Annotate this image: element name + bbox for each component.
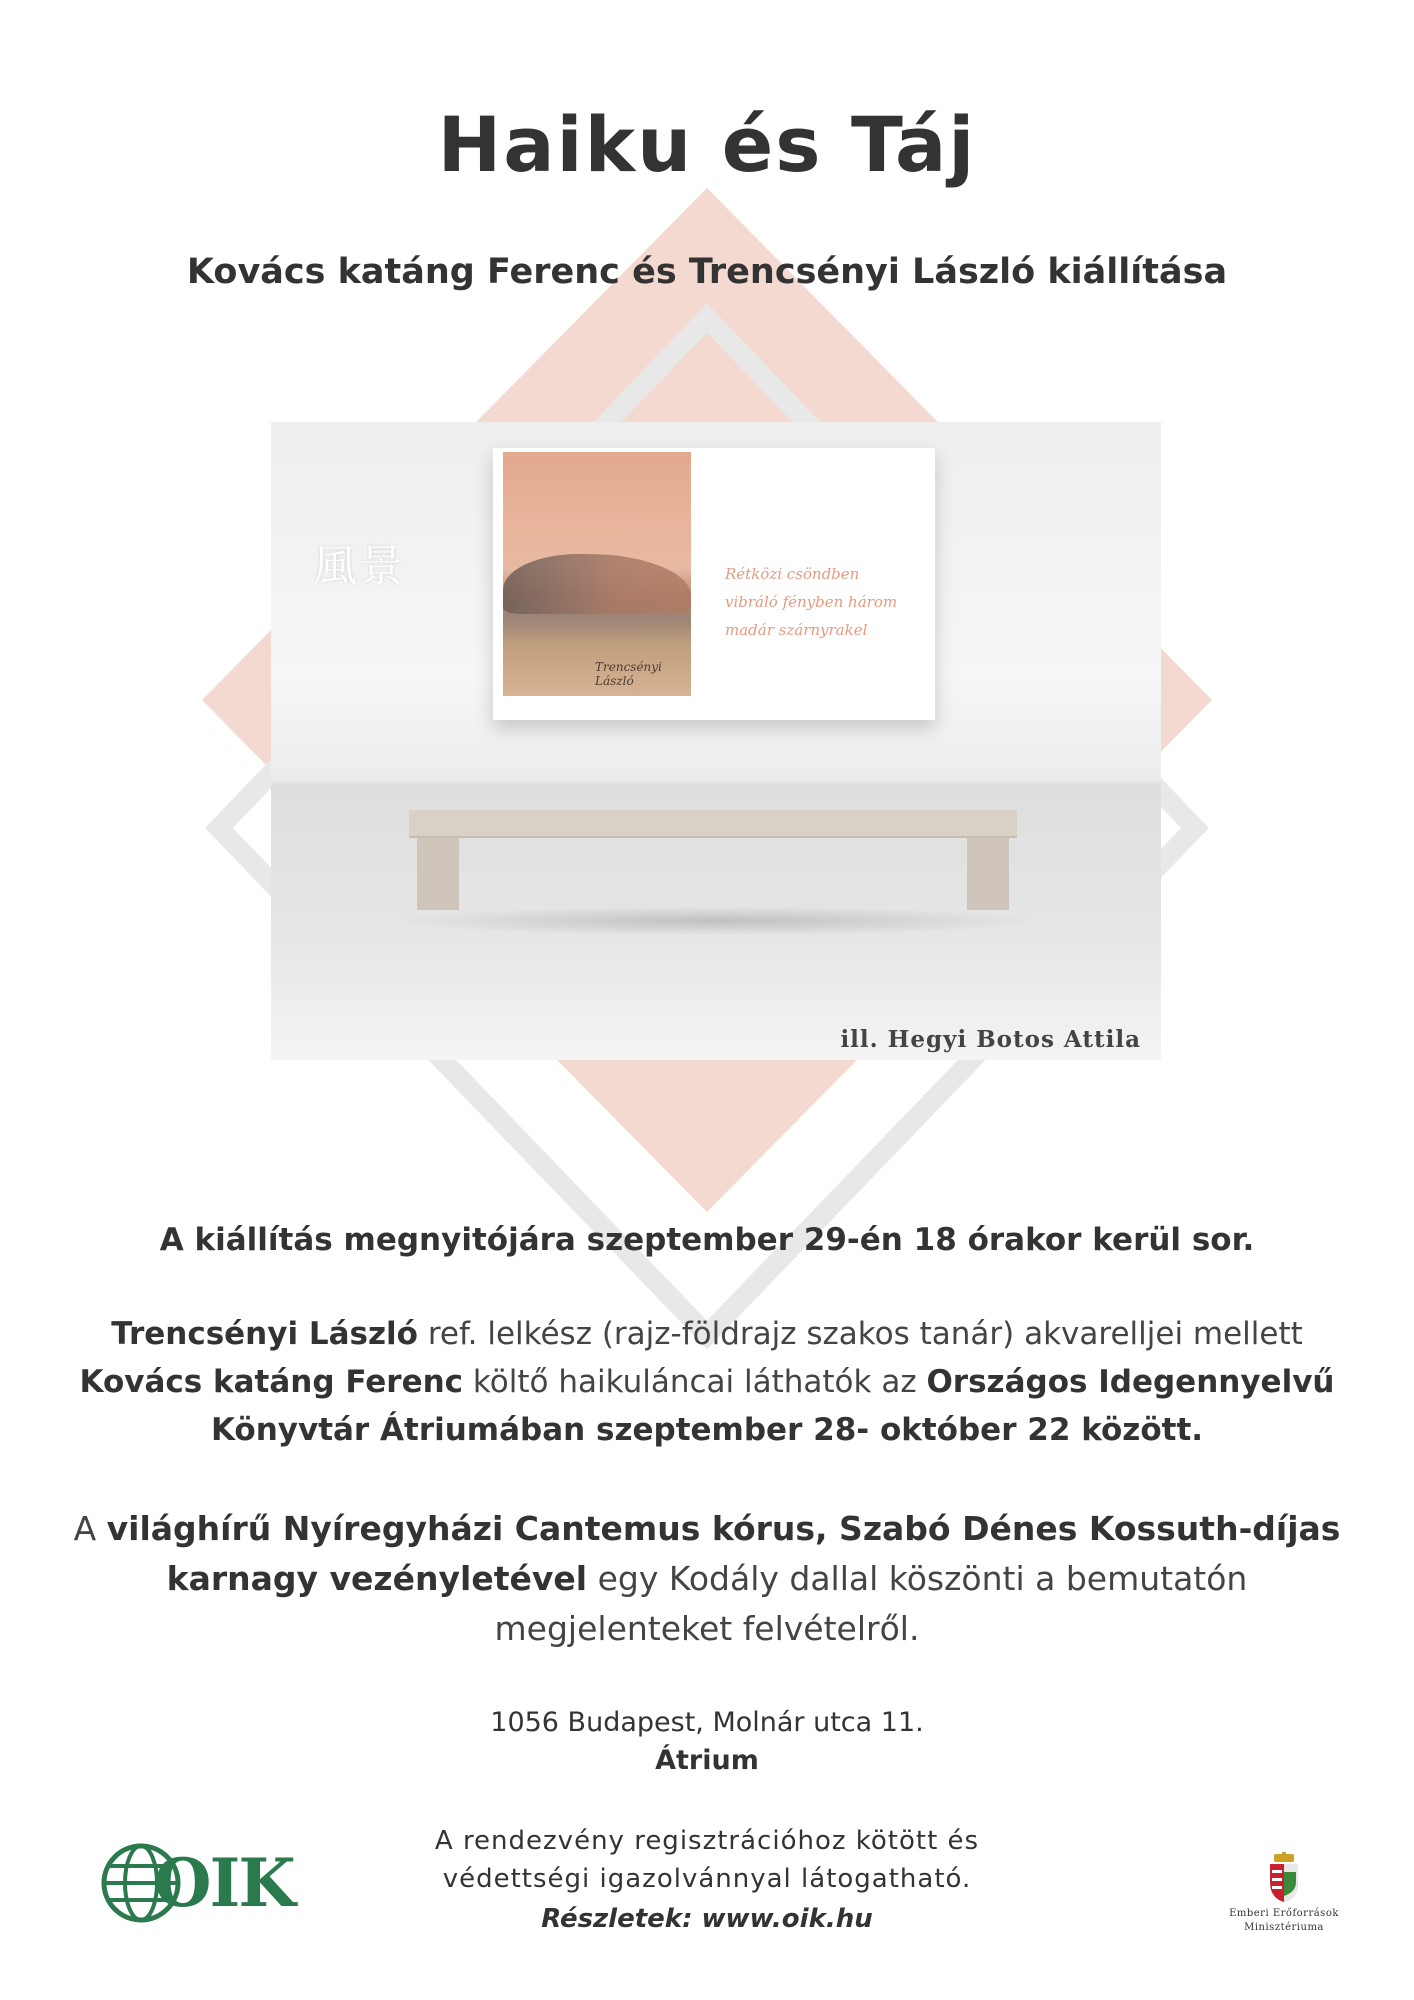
page-subtitle: Kovács katáng Ferenc és Trencsényi László kiállítása: [186, 252, 1228, 292]
illustration-credit: ill. Hegyi Botos Attila: [840, 1026, 1141, 1053]
hanging-canvas: [493, 448, 935, 720]
ministry-name-line2: Minisztériuma: [1244, 1922, 1324, 1933]
poet-name: Kovács katáng Ferenc: [79, 1364, 464, 1400]
haiku-line: madár szárnyrakel: [725, 621, 868, 639]
painting-signature: Trencsényi László: [595, 660, 662, 688]
coat-of-arms-icon: [1266, 1852, 1302, 1904]
watercolor-painting: [503, 452, 691, 696]
note-line: A rendezvény regisztrációhoz kötött és: [434, 1826, 980, 1856]
choir-description: [70, 1504, 1344, 1654]
address: 1056 Budapest, Molnár utca 11.: [490, 1707, 924, 1738]
oik-logo: [100, 1842, 294, 1928]
exhibition-description: [70, 1310, 1344, 1454]
details-link[interactable]: Részletek: www.oik.hu: [541, 1904, 873, 1934]
page-title: Haiku és Táj: [437, 100, 977, 189]
venue-and-dates: Országos Idegennyelvű Könyvtár Átriumában szeptember 28- október 22 között.: [210, 1364, 1335, 1448]
ministry-name-line1: Emberi Erőforrások: [1229, 1908, 1339, 1919]
bench-shadow: [391, 906, 1041, 936]
gallery-illustration: [271, 422, 1161, 1060]
oik-wordmark: OIK: [154, 1844, 294, 1922]
bench-seat: [409, 810, 1017, 836]
painter-name: Trencsényi László: [111, 1316, 418, 1352]
haiku-text: [725, 560, 925, 644]
description-text: ref. lelkész (rajz-földrajz szakos tanár) akvarelljei mellett: [417, 1316, 1303, 1352]
venue-name: Átrium: [655, 1745, 759, 1776]
haiku-line: vibráló fényben három: [725, 593, 898, 611]
wall-calligraphy: 風景: [313, 541, 405, 592]
note-line: védettségi igazolvánnyal látogatható.: [442, 1864, 972, 1894]
bench-leg-left: [417, 834, 459, 910]
description-text: költő haikuláncai láthatók az: [463, 1364, 927, 1400]
bench-leg-right: [967, 834, 1009, 910]
choir-text: egy Kodály dallal köszönti a bemutatón megjelenteket felvételről.: [494, 1559, 1248, 1648]
choir-name: világhírű Nyíregyházi Cantemus kórus, Szabó Dénes Kossuth-díjas karnagy vezényletével: [106, 1509, 1341, 1598]
painting-treeline: [503, 554, 691, 614]
choir-text: A: [73, 1509, 107, 1548]
haiku-line: Rétközi csöndben: [725, 565, 860, 583]
opening-announcement: A kiállítás megnyitójára szeptember 29-én 18 órakor kerül sor.: [159, 1222, 1255, 1258]
